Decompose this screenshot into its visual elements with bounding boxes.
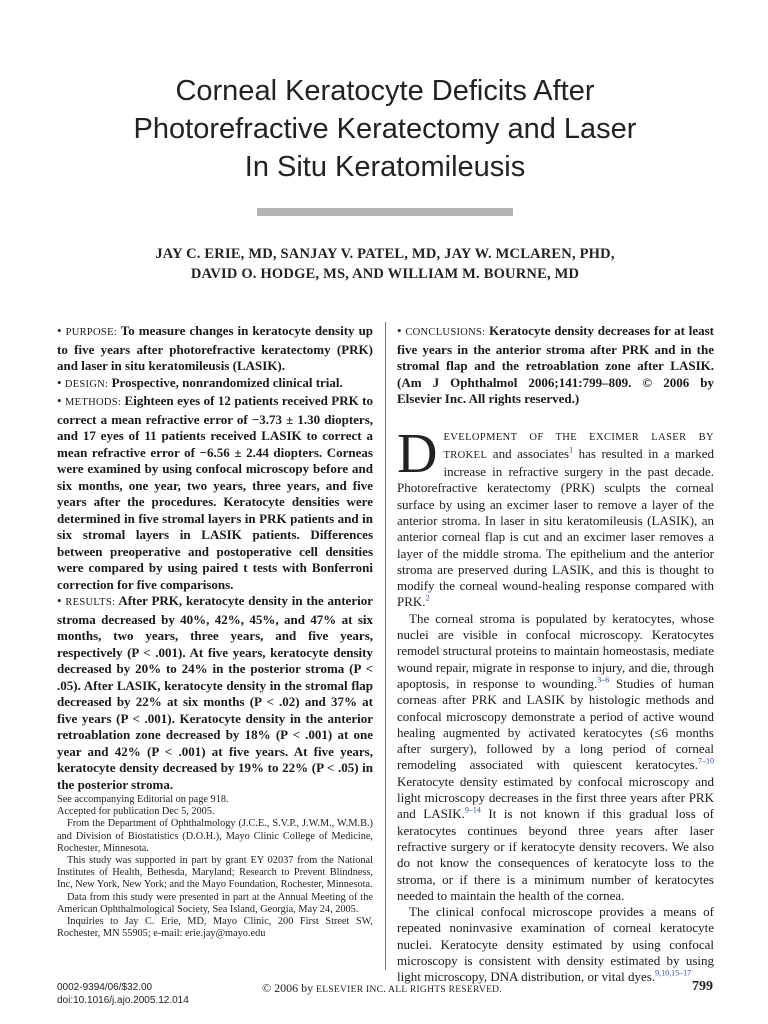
methods-text: Eighteen eyes of 12 patients received PRK to correct a mean refractive error of −3.73 ± 1.30 diopters, and 17 eyes of 11 patients received LASIK to correct a mean refractive error of −6.56 ± 2.44 diopters. Corneas were examined by using confocal microscopy before and six months, one year, two years, three years, and five years after the procedures. Keratocyte densities were determined in five stromal layers in PRK patients and in six stromal layers in LASIK patients. Differences between preoperative and postoperative cell densities were compared by using paired t tests with Bonferroni correction for five comparisons. [57, 393, 374, 592]
footnotes [57, 794, 373, 940]
body-text: It is not known if this gradual loss of keratocytes continues beyond three years after laser refractive surgery or if keratocyte density recovers. We also do not know the consequences of keratocyte loss to the stroma, or if there is a minimum number of keratocytes needed to maintain the health of the cornea. [397, 806, 714, 903]
methods-label: METHODS: [65, 397, 122, 408]
lead-in-text: EVELOPMENT OF THE EXCIMER LASER BY TROKEL [443, 431, 714, 461]
title-line: Photorefractive Keratectomy and Laser [133, 113, 637, 145]
purpose-text: To measure changes in keratocyte density up to five years after photorefractive keratectomy (PRK) and laser in situ keratomileusis (LASIK). [57, 323, 374, 373]
abstract-column [57, 323, 373, 793]
footnote: This study was supported in part by grant EY 02037 from the National Institutes of Health, Bethesda, Maryland; Research to Prevent Blindness, Inc, New York, New York; and the Mayo Foundation, Rochester, Minnesota. [57, 855, 373, 891]
footnote: Inquiries to Jay C. Erie, MD, Mayo Clinic, 200 First Street SW, Rochester, MN 55905; e-mail: erie.jay@mayo.edu [57, 916, 373, 940]
footnote: See accompanying Editorial on page 918. [57, 794, 229, 805]
purpose-label: PURPOSE: [65, 327, 117, 338]
author-line: JAY C. ERIE, MD, SANJAY V. PATEL, MD, JAY W. MCLAREN, PHD, [155, 246, 615, 262]
bullet: • [57, 374, 62, 390]
conclusions-text: Keratocyte density decreases for at least five years in the anterior stroma after PRK and in the stromal flap and the retroablation zone after LASIK. (Am J Ophthalmol 2006;141:799–809. © 2006 by Elsevier Inc. All rights reserved.) [397, 323, 715, 406]
reference-link[interactable]: 3–6 [597, 675, 610, 685]
body-text: The clinical confocal microscope provides a means of repeated noninvasive examination of corneal keratocyte nuclei. Keratocyte density estimated by using confocal microscopy is consistent with density estimated by using light microscopy, DNA distribution, or vital dyes. [397, 904, 714, 985]
title-line: In Situ Keratomileusis [244, 151, 526, 183]
bullet: • [57, 593, 62, 608]
title-line: Corneal Keratocyte Deficits After [175, 75, 595, 107]
copyright-symbol: © 2006 by [262, 981, 317, 995]
issn-price: 0002-9394/06/$32.00 [57, 982, 153, 993]
doi[interactable]: doi:10.1016/j.ajo.2005.12.014 [57, 995, 189, 1006]
results-label: RESULTS: [65, 597, 116, 608]
footnote: From the Department of Ophthalmology (J.C.E., S.V.P., J.W.M., W.M.B.) and Division of Biostatistics (D.O.H.), Mayo Clinic College of Medicine, Rochester, Minnesota. [57, 818, 373, 854]
reference-link[interactable]: 2 [425, 594, 430, 604]
bullet: • [397, 323, 402, 338]
body-text: Keratocyte density estimated by confocal microscopy and light microscopy decreases in the first three years after PRK and LASIK. [397, 773, 714, 822]
design-text: Prospective, nonrandomized clinical trial. [111, 374, 343, 390]
body-paragraph [397, 904, 714, 985]
bullet: • [57, 323, 62, 338]
body-text: The corneal stroma is populated by keratocytes, whose nuclei are visible in confocal microscopy. Keratocytes remodel structural proteins to maintain homeostasis, mediate wound repair, migrate in response to injury, and die, through apoptosis, in response to wounding. [397, 610, 714, 691]
conclusions-label: CONCLUSIONS: [405, 327, 486, 338]
copyright-text: ELSEVIER INC. ALL RIGHTS RESERVED. [316, 985, 503, 995]
article-title [60, 72, 710, 186]
footnote: Accepted for publication Dec 5, 2005. [57, 806, 215, 818]
abstract-conclusions [397, 323, 714, 408]
reference-link[interactable]: 9,10,15–17 [655, 968, 692, 978]
abstract-text [57, 323, 373, 793]
body-paragraph [397, 611, 714, 904]
author-list [60, 244, 710, 284]
body-text: and associates [492, 445, 570, 461]
bullet: • [57, 393, 62, 408]
body-text: Studies of human corneas after PRK and LASIK by histologic methods and confocal microscopy demonstrate a period of active wound healing augmented by activated keratocytes (≤6 months after surgery), followed by a long period of corneal remodeling associated with quiescent keratocytes. [397, 675, 714, 773]
column-divider [385, 322, 386, 970]
drop-cap: D [397, 422, 438, 485]
reference-link[interactable]: 7–10 [698, 757, 714, 767]
body-paragraph [397, 422, 715, 611]
body-column [397, 323, 714, 986]
title-divider [257, 208, 513, 216]
reference-link[interactable]: 1 [569, 445, 574, 455]
footnote: Data from this study were presented in part at the Annual Meeting of the American Ophthalmological Society, Sea Island, Georgia, May 24, 2005. [57, 891, 373, 915]
design-label: DESIGN: [64, 378, 109, 390]
copyright-notice [262, 981, 502, 996]
reference-link[interactable]: 9–14 [464, 806, 481, 815]
results-text: After PRK, keratocyte density in the anterior stroma decreased by 40%, 42%, 45%, and 47% at six months, two years, three years, and five years, respectively (P < .001). At five years, keratocyte density decreased by 20% to 24% in the posterior stroma (P < .05). After LASIK, keratocyte density in the stromal flap decreased by 22% at six months (P < .02) and 37% at five years (P < .001). Keratocyte density in the anterior retroablation zone decreased by 18% (P < .001) at one year and 42% (P < .001) at five years. At five years, keratocyte density decreased by 19% to 22% (P < .05) in the posterior stroma. [57, 593, 373, 792]
page-number: 799 [692, 979, 713, 994]
body-text: has resulted in a marked increase in refractive surgery in the past decade. Photorefractive keratectomy (PRK) sculpts the corneal surface by using an excimer laser to remove a layer of the anterior stroma. In laser in situ keratomileusis (LASIK), an anterior corneal flap is cut and an excimer laser removes a layer of the middle stroma. The epithelium and the anterior stroma are preserved during LASIK, and this is thought to modify the corneal wound-healing response compared with PRK. [397, 445, 715, 610]
author-line: DAVID O. HODGE, MS, AND WILLIAM M. BOURNE, MD [190, 266, 580, 282]
article-codes [57, 981, 189, 1007]
